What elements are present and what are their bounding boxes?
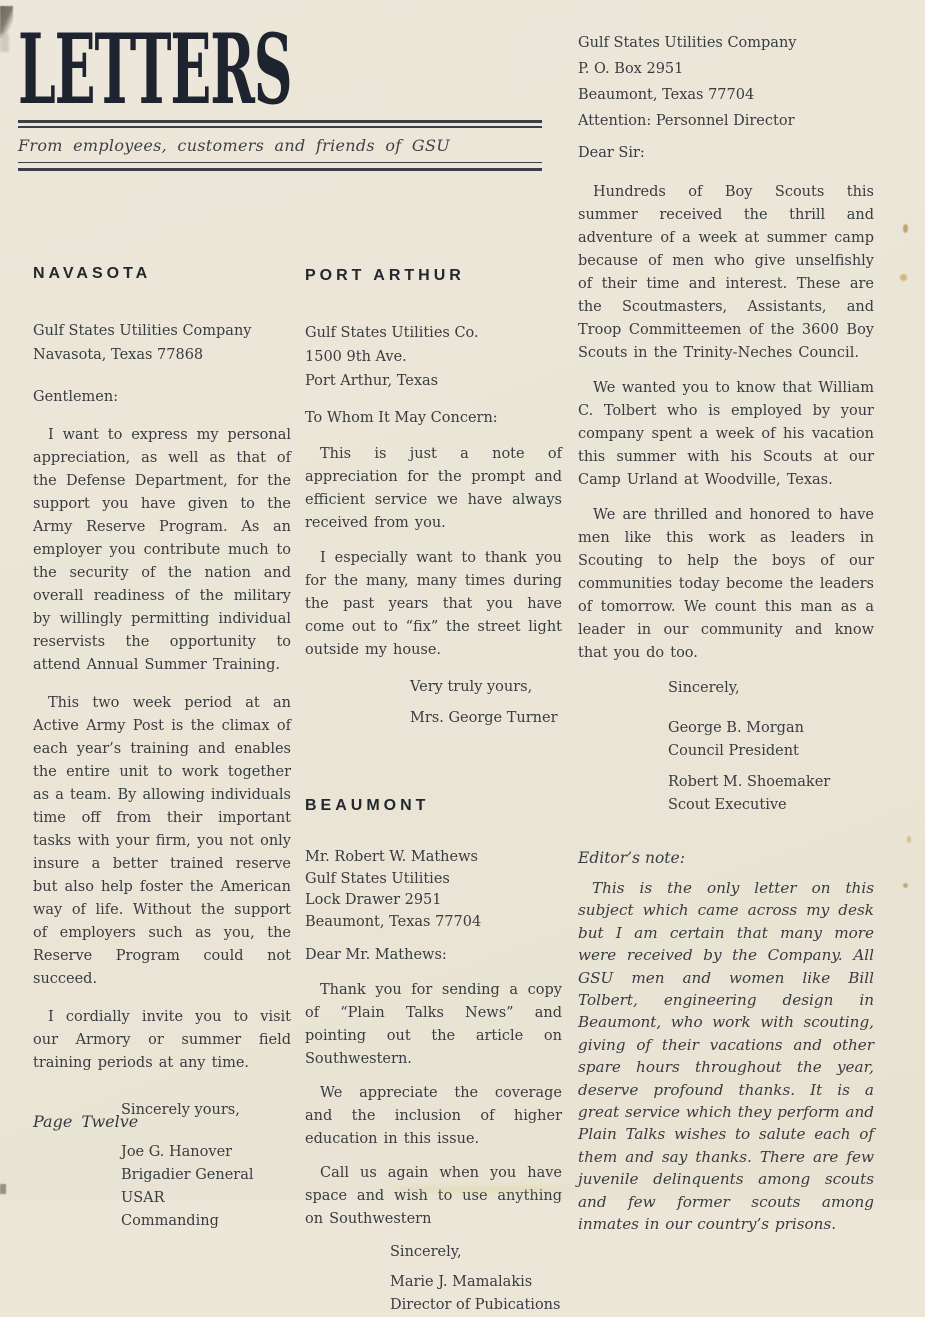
editors-note-heading: Editor’s note: — [578, 849, 685, 867]
letter-address — [305, 847, 562, 933]
address-line: 1500 9th Ave. — [305, 349, 407, 365]
column-scouts — [578, 30, 874, 1236]
signature-line: Director of Pubications — [390, 1297, 561, 1313]
column-navasota — [33, 262, 291, 1233]
address-line: Attention: Personnel Director — [578, 113, 795, 129]
masthead — [18, 13, 542, 171]
closing: Sincerely, — [390, 1244, 462, 1260]
signature-line: Commanding — [121, 1213, 219, 1229]
letter-address — [305, 321, 562, 393]
signature-lines — [668, 717, 874, 763]
masthead-divider-bottom — [18, 162, 542, 171]
letter-address — [33, 319, 291, 367]
address-line: Beaumont, Texas 77704 — [305, 913, 482, 930]
paragraph: Thank you for sending a copy of “Plain Talks News” and pointing out the article on Southwestern. — [305, 982, 562, 1067]
address-line: Beaumont, Texas 77704 — [578, 87, 755, 103]
masthead-title: LETTERS — [18, 13, 292, 126]
letter-heading-beaumont: BEAUMONT — [305, 797, 430, 814]
address-line: Gulf States Utilities Company — [33, 323, 252, 339]
letter-beaumont — [305, 794, 562, 1317]
paragraph: We wanted you to know that William C. Tolbert who is employed by your company spent a week of his vacation this summer with his Scouts at our Camp Urland at Woodville, Texas. — [578, 380, 874, 488]
paper-speck — [900, 274, 907, 281]
signature-line: George B. Morgan — [668, 720, 804, 736]
signature-lines — [668, 771, 874, 817]
letter-port-arthur — [305, 264, 562, 730]
editors-note — [578, 847, 874, 1236]
signature-lines — [390, 1271, 562, 1317]
paragraph: We appreciate the coverage and the inclusion of higher education in this issue. — [305, 1085, 562, 1147]
signature-lines — [410, 707, 562, 730]
paragraph: Call us again when you have space and wish to use anything on Southwestern — [305, 1165, 562, 1227]
column-port-arthur-beaumont — [305, 264, 562, 1317]
paper-speck — [903, 224, 908, 233]
signature-line: Marie J. Mamalakis — [390, 1274, 533, 1290]
paragraph: This is just a note of appreciation for the prompt and efficient service we have always received from you. — [305, 446, 562, 531]
salutation: Gentlemen: — [33, 389, 119, 405]
masthead-tagline: From employees, customers and friends of GSU — [18, 136, 450, 155]
paragraph: Hundreds of Boy Scouts this summer received the thrill and adventure of a week at summer camp because of men who give unselfishly of their time and interest. These are the Scoutmasters, Assistants, and Troop Committeemen of the 3600 Boy Scouts in the Trinity-Neches Council. — [578, 184, 874, 361]
letter-address — [578, 30, 874, 134]
signature-line: Brigadier General USAR — [121, 1167, 254, 1206]
address-line: Gulf States Utilities — [305, 870, 450, 887]
closing: Sincerely, — [668, 680, 740, 696]
salutation: Dear Mr. Mathews: — [305, 947, 447, 963]
paragraph: I cordially invite you to visit our Armory or summer field training periods at any time. — [33, 1009, 291, 1071]
paragraph: I especially want to thank you for the many, many times during the past years that you have come out to “fix” the street light outside my house. — [305, 550, 562, 658]
address-line: Navasota, Texas 77868 — [33, 347, 204, 363]
address-line: Gulf States Utilities Company — [578, 35, 797, 51]
paper-mark — [0, 1184, 6, 1194]
address-line: Lock Drawer 2951 — [305, 892, 442, 908]
paper-stain — [390, 1186, 570, 1192]
letter-navasota — [33, 262, 291, 1233]
signature-block — [305, 1241, 562, 1317]
letter-heading-navasota: NAVASOTA — [33, 265, 152, 282]
paper-smudge — [0, 34, 9, 52]
closing: Sincerely yours, — [121, 1102, 240, 1118]
paragraph: This two week period at an Active Army Post is the climax of each year’s training and enables the entire unit to work together as a team. By allowing individuals time off from their important tasks with your firm, you not only insure a better trained reserve but also help foster the American way of life. Without the support of employers such as you, the Reserve Program could not succeed. — [33, 695, 291, 987]
address-line: Port Arthur, Texas — [305, 373, 439, 389]
paragraph: I want to express my personal appreciation, as well as that of the Defense Department, for the support you have given to the Army Reserve Program. As an employer you contribute much to the security of the nation and overall readiness of the military by willingly permitting individual reservists the opportunity to attend Annual Summer Training. — [33, 427, 291, 673]
paper-speck — [903, 883, 908, 888]
editors-note-text: This is the only letter on this subject which came across my desk but I am certain that many more were received by the Company. All GSU men and women like Bill Tolbert, engineering design in Beaumont, who work with scouting, giving of their vacations and other spare hours throughout the year, deserve profound thanks. It is a great service which they perform and Plain Talks wishes to salute each of them and say thanks. There are few juvenile delinquents among scouts and few former scouts among inmates in our country’s prisons. — [578, 879, 874, 1234]
salutation: To Whom It May Concern: — [305, 410, 498, 426]
signature-line: Robert M. Shoemaker — [668, 774, 831, 790]
signature-line: Joe G. Hanover — [121, 1144, 233, 1160]
paragraph: We are thrilled and honored to have men like this work as leaders in Scouting to help the boys of our communities today become the leaders of tomorrow. We count this man as a leader in our community and know that you do too. — [578, 507, 874, 661]
paper-speck — [907, 836, 911, 843]
closing: Very truly yours, — [410, 679, 533, 695]
signature-block — [305, 676, 562, 730]
signature-line: Council President — [668, 743, 799, 759]
signature-line: Mrs. George Turner — [410, 710, 558, 726]
address-line: P. O. Box 2951 — [578, 61, 684, 77]
signature-block — [578, 677, 874, 817]
letter-scouts — [578, 30, 874, 817]
address-line: Mr. Robert W. Mathews — [305, 849, 478, 865]
signature-lines — [121, 1141, 291, 1233]
letter-heading-port-arthur: PORT ARTHUR — [305, 267, 465, 284]
signature-line: Scout Executive — [668, 797, 787, 813]
page-number: Page Twelve — [33, 1112, 139, 1131]
salutation: Dear Sir: — [578, 145, 645, 161]
address-line: Gulf States Utilities Co. — [305, 325, 479, 341]
